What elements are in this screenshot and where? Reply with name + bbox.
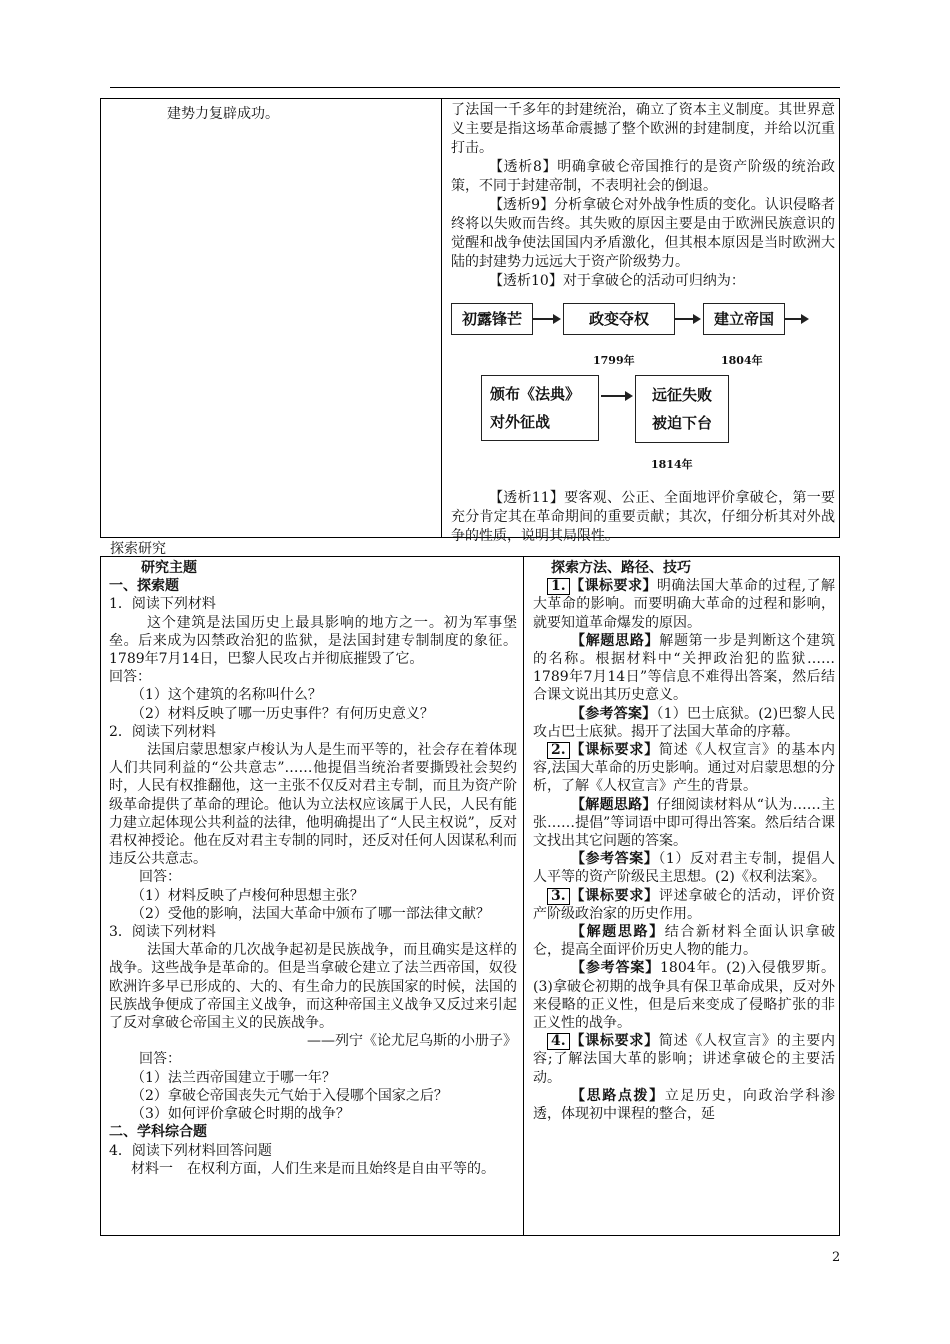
flow-box-line: 远征失败 — [651, 386, 712, 404]
sub-question: （1）法兰西帝国建立于哪一年？ — [131, 1069, 336, 1086]
item-answer: 【参考答案】（1）巴士底狱。(2)巴黎人民攻占巴士底狱。揭开了法国大革命的序幕。 — [533, 705, 835, 740]
item-requirement: 4. 【课标要求】简述《人权宣言》的主要内容;了解法国大革的影响；讲述拿破仑的主要活动。 — [533, 1033, 836, 1086]
part-title: 一、探索题 — [109, 578, 179, 595]
header-rule — [110, 87, 840, 88]
item-number: 2. — [547, 742, 570, 759]
sub-question: （2）材料反映了哪一历史事件？有何历史意义？ — [131, 705, 434, 722]
answer-label: 回答： — [139, 1051, 181, 1068]
flow-arrow — [675, 318, 699, 320]
year-1799: 1799年 — [593, 354, 635, 367]
flow-box-defeat — [635, 375, 729, 443]
answer-label: 回答： — [139, 869, 181, 886]
flow-box-empire: 建立帝国 — [703, 303, 785, 335]
method-column — [533, 559, 835, 1123]
item-requirement: 2. 【课标要求】简述《人权宣言》的基本内容,法国大革命的历史影响。通过对启蒙思想的分析，了解《人权宣言》产生的背景。 — [533, 742, 836, 795]
part-title: 二、学科综合题 — [109, 1124, 207, 1141]
flow-box-code-war — [481, 375, 599, 441]
sub-question: （2）受他的影响，法国大革命中颁布了哪一部法律文献？ — [131, 905, 490, 922]
sub-question: （1）材料反映了卢梭何种思想主张？ — [131, 887, 364, 904]
sub-question: （3）如何评价拿破仑时期的战争？ — [131, 1106, 350, 1123]
analysis-8: 【透析8】明确拿破仑帝国推行的是资产阶级的统治政策，不同于封建帝制，不表明社会的倒退。 — [451, 159, 835, 194]
question-title: 4．阅读下列材料回答问题 — [109, 1142, 272, 1159]
answer-label: 回答： — [109, 669, 151, 686]
analysis-11: 【透析11】要客观、公正、全面地评价拿破仑，第一要充分肯定其在革命期间的重要贡献；其次，仔细分析其对外战争的性质，说明其局限性。 — [451, 490, 835, 544]
item-idea: 【解题思路】解题第一步是判断这个建筑的名称。根据材料中“关押政治犯的监狱……1789年7月14日”等信息不难得出答案，然后结合课文说出其历史意义。 — [533, 632, 836, 704]
material-text: 法国大革命的几次战争起初是民族战争，而且确实是这样的战争。这些战争是革命的。但是当拿破仑建立了法兰西帝国，奴役欧洲许多早已形成的、大的、有生命力的民族国家的时候，法国的民族战争便成了帝国主义战争，而这种帝国主义战争又反过来引起了反对拿破仑帝国主义的民族战争。 — [109, 942, 517, 1032]
item-idea: 【解题思路】仔细阅读材料从“认为……主张……提倡”等词语中即可得出答案。然后结合课文找出其它问题的答案。 — [533, 796, 835, 850]
column-divider — [441, 99, 442, 537]
analysis-9: 【透析9】分析拿破仑对外战争性质的变化。认识侵略者终将以失败而告终。其失败的原因主要是由于欧洲民族意识的觉醒和战争使法国国内矛盾激化，但其根本原因是当时欧洲大陆的封建势力远远大于资产阶级势力。 — [451, 197, 835, 270]
material-text: 材料一 在权利方面，人们生来是而且始终是自由平等的。 — [131, 1160, 495, 1177]
research-table — [100, 556, 840, 1236]
item-number: 4. — [547, 1033, 570, 1050]
analysis-paragraph: 了法国一千多年的封建统治，确立了资本主义制度。其世界意义主要是指这场革命震撼了整个欧洲的封建制度，并给以沉重打击。 — [451, 102, 835, 156]
question-title: 1．阅读下列材料 — [109, 596, 216, 613]
year-1814: 1814年 — [651, 458, 693, 471]
item-number: 3. — [547, 888, 570, 905]
section-title: 探索研究 — [110, 541, 166, 557]
item-number: 1. — [547, 578, 570, 595]
flow-box-coup: 政变夺权 — [563, 303, 675, 335]
page-number: 2 — [832, 1250, 841, 1265]
question-title: 2．阅读下列材料 — [109, 723, 216, 740]
item-requirement: 1. 【课标要求】明确法国大革命的过程,了解大革命的影响。而要明确大革命的过程和影响，就要知道革命爆发的原因。 — [533, 578, 836, 631]
item-idea: 【思路点拨】立足历史，向政治学科渗透，体现初中课程的整合，延 — [533, 1087, 835, 1123]
flow-arrow — [785, 318, 807, 320]
left-cell-text: 建势力复辟成功。 — [167, 106, 279, 122]
flow-arrow — [533, 318, 559, 320]
item-idea: 【解题思路】结合新材料全面认识拿破仑，提高全面评价历史人物的能力。 — [533, 924, 835, 959]
sub-question: （1）这个建筑的名称叫什么？ — [131, 687, 322, 704]
column-header: 探索方法、路径、技巧 — [551, 560, 691, 576]
continuation-table — [100, 98, 840, 544]
column-divider — [523, 557, 524, 1235]
question-title: 3．阅读下列材料 — [109, 924, 216, 941]
flow-box-line: 对外征战 — [490, 413, 551, 431]
research-topic-column — [109, 559, 517, 1178]
material-text: 法国启蒙思想家卢梭认为人是生而平等的，社会存在着体现人们共同利益的“公共意志”……他提倡当统治者要撕毁社会契约时，人民有权推翻他，这一主张不仅反对君主专制，而且为资产阶级革命提供了革命的理论。他认为立法权应该属于人民，人民有能力建立起体现公共利益的法律，他明确提出了“人民主权说”，反对君权神授论。他在反对君主专制的同时，还反对任何人因谋私利而违反公共意志。 — [109, 742, 517, 868]
material-text: 这个建筑是法国历史上最具影响的地方之一。初为军事堡垒。后来成为囚禁政治犯的监狱，是法国封建专制制度的象征。1789年7月14日，巴黎人民攻占并彻底摧毁了它。 — [109, 614, 517, 668]
flow-box-line: 被迫下台 — [651, 414, 712, 432]
column-header: 研究主题 — [141, 560, 197, 576]
item-requirement: 3. 【课标要求】评述拿破仑的活动，评价资产阶级政治家的历史作用。 — [533, 887, 836, 922]
source-citation: ——列宁《论尤尼乌斯的小册子》 — [307, 1033, 517, 1050]
item-answer: 【参考答案】（1）反对君主专制，提倡人人平等的资产阶级民主思想。(2)《权利法案》。 — [533, 851, 835, 886]
year-1804: 1804年 — [721, 354, 763, 367]
right-cell — [451, 101, 835, 546]
analysis-10: 【透析10】对于拿破仑的活动可归纳为： — [489, 273, 745, 289]
napoleon-flow-diagram — [451, 295, 835, 509]
flow-arrow — [601, 395, 631, 397]
flow-box-line: 颁布《法典》 — [490, 385, 581, 403]
sub-question: （2）拿破仑帝国丧失元气始于入侵哪个国家之后？ — [131, 1087, 448, 1104]
item-answer: 【参考答案】1804年。(2)入侵俄罗斯。(3)拿破仑初期的战争具有保卫革命成果，反对外来侵略的正义性，但是后来变成了侵略扩张的非正义性的战争。 — [533, 960, 835, 1032]
flow-box-early: 初露锋芒 — [451, 303, 533, 335]
